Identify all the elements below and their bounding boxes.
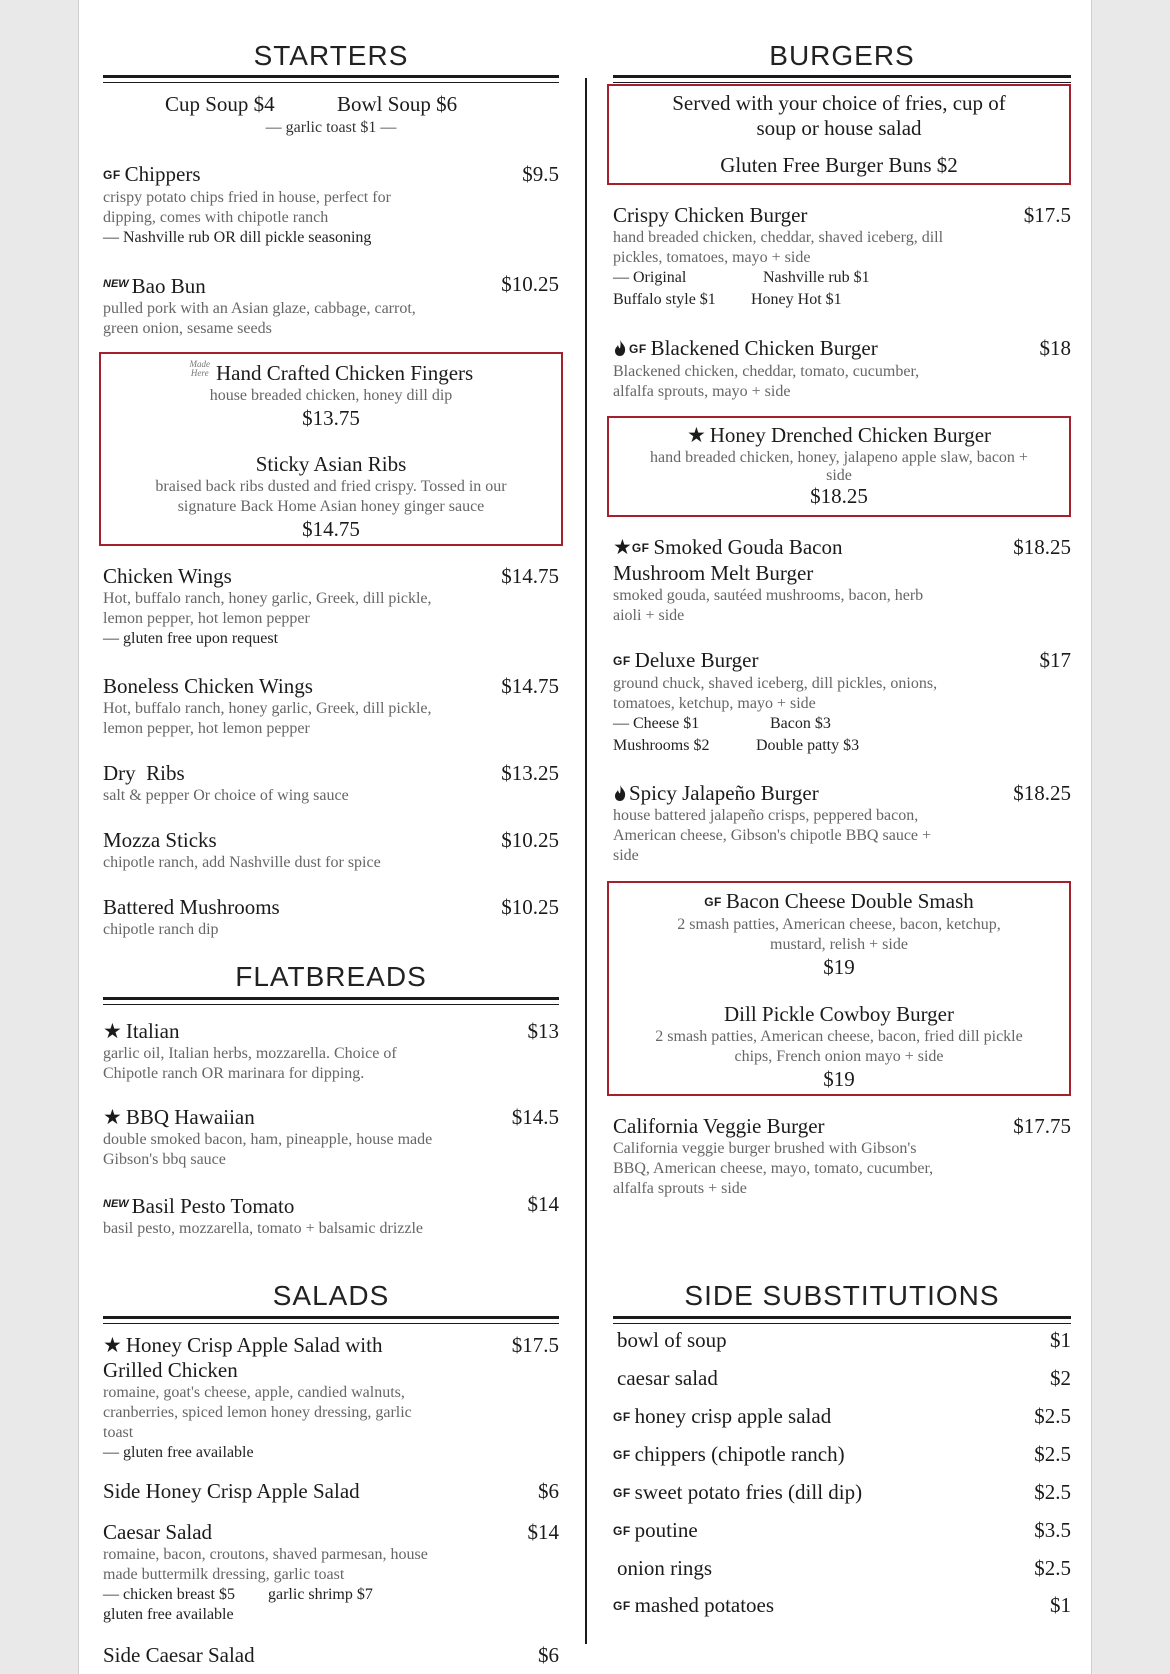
column-divider — [585, 78, 587, 1644]
burger-info-box — [607, 84, 1071, 185]
item-desc: Hot, buffalo ranch, honey garlic, Greek, dill pickle, — [103, 590, 432, 607]
item-name: Hand Crafted Chicken Fingers — [216, 361, 474, 385]
item-name: Deluxe Burger — [634, 648, 759, 672]
menu-item-bao-bun — [103, 272, 559, 339]
gf-icon: GF — [613, 1410, 631, 1424]
burgers-title: BURGERS — [769, 40, 915, 71]
side-price: $1 — [1050, 1593, 1071, 1617]
item-desc: alfalfa sprouts, mayo + side — [613, 383, 791, 400]
item-desc: BBQ, American cheese, mayo, tomato, cucumber, — [613, 1160, 934, 1177]
item-name: Caesar Salad — [103, 1520, 213, 1544]
item-desc: dipping, comes with chipotle ranch — [103, 209, 329, 226]
item-name: Smoked Gouda Bacon — [653, 535, 843, 559]
gf-icon: GF — [103, 168, 121, 182]
gf-icon: GF — [631, 541, 650, 555]
item-name: Italian — [125, 1019, 180, 1043]
menu-item-bbq-hawaiian — [103, 1105, 559, 1170]
option-buffalo: Buffalo style $1 — [613, 291, 716, 308]
option-bacon: Bacon $3 — [770, 715, 831, 732]
side-row — [613, 1442, 1071, 1468]
star-icon: ★ — [103, 1105, 122, 1129]
menu-page — [78, 0, 1092, 1674]
item-name: Dry Ribs — [103, 761, 185, 785]
option-double-patty: Double patty $3 — [756, 737, 860, 754]
item-name: Basil Pesto Tomato — [131, 1194, 295, 1218]
side-row — [613, 1328, 1071, 1354]
menu-item-crispy-chicken-burger — [613, 203, 1071, 312]
item-desc: Blackened chicken, cheddar, tomato, cucumber, — [613, 363, 920, 380]
honey-drenched-box — [607, 416, 1071, 517]
item-name: Chicken Wings — [103, 564, 232, 588]
sides-included-note-2: soup or house salad — [756, 116, 922, 140]
menu-item-smoked-gouda-burger — [613, 535, 1071, 626]
gf-icon: GF — [613, 654, 631, 668]
star-icon: ★ — [103, 1019, 122, 1043]
gf-icon: GF — [613, 1486, 631, 1500]
salads-title: SALADS — [272, 1280, 390, 1311]
flatbreads-rule — [103, 997, 559, 1005]
item-desc: garlic oil, Italian herbs, mozzarella. Choice of — [103, 1045, 397, 1062]
menu-item-bacon-cheese-smash — [609, 889, 1069, 980]
chicken-breast-option: — chicken breast $5 — [103, 1586, 235, 1603]
item-name: Spicy Jalapeño Burger — [629, 781, 819, 805]
menu-item-deluxe-burger — [613, 648, 1071, 758]
item-desc: braised back ribs dusted and fried crispy. Tossed in our — [155, 478, 507, 495]
side-row — [613, 1518, 1071, 1544]
sides-included-note: Served with your choice of fries, cup of — [672, 91, 1006, 115]
item-price: $6 — [538, 1643, 559, 1667]
item-name: Honey Drenched Chicken Burger — [709, 423, 992, 447]
item-price: $13.25 — [501, 761, 559, 785]
made-here-badge: Made Here — [189, 359, 211, 378]
new-icon: NEW — [103, 1198, 129, 1210]
garlic-toast-note: — garlic toast $1 — — [265, 119, 397, 136]
star-icon: ★ — [613, 535, 632, 559]
item-note: gluten free available — [103, 1606, 234, 1623]
item-price: $14 — [527, 1192, 559, 1216]
starters-rule — [103, 75, 559, 83]
menu-item-mozza-sticks — [103, 828, 559, 873]
item-note: — Nashville rub OR dill pickle seasoning — [103, 229, 372, 246]
menu-item-boneless-wings — [103, 674, 559, 739]
side-name: honey crisp apple salad — [634, 1404, 832, 1428]
side-row — [613, 1366, 1071, 1392]
option-original: — Original — [613, 269, 687, 286]
menu-item-side-honey-crisp — [103, 1479, 559, 1504]
side-name: chippers (chipotle ranch) — [634, 1442, 845, 1466]
item-desc: crispy potato chips fried in house, perfect for — [103, 189, 391, 206]
item-name: Battered Mushrooms — [103, 895, 280, 919]
item-desc: signature Back Home Asian honey ginger sauce — [177, 498, 485, 515]
menu-item-chicken-fingers — [101, 360, 561, 431]
item-price: $14.75 — [501, 674, 559, 698]
item-price: $18.25 — [810, 484, 868, 508]
item-desc: basil pesto, mozzarella, tomato + balsamic drizzle — [103, 1220, 424, 1237]
option-row — [613, 714, 1071, 736]
item-price: $14.75 — [501, 564, 559, 588]
item-name: Chippers — [124, 162, 201, 186]
item-price: $6 — [538, 1479, 559, 1503]
side-price: $2.5 — [1034, 1442, 1071, 1466]
side-price: $2.5 — [1034, 1556, 1071, 1580]
menu-item-spicy-jalapeno-burger — [613, 781, 1071, 866]
item-name: Mozza Sticks — [103, 828, 217, 852]
flame-icon — [613, 784, 627, 802]
menu-item-dill-pickle-cowboy — [609, 1002, 1069, 1092]
menu-item-dry-ribs — [103, 761, 559, 806]
item-desc: green onion, sesame seeds — [103, 320, 272, 337]
side-name: bowl of soup — [617, 1328, 727, 1352]
item-desc: made buttermilk dressing, garlic toast — [103, 1566, 345, 1583]
item-price: $17 — [1039, 648, 1071, 672]
option-mushrooms: Mushrooms $2 — [613, 737, 710, 754]
bowl-soup: Bowl Soup $6 — [337, 92, 458, 116]
salads-rule — [103, 1316, 559, 1324]
menu-item-side-caesar — [103, 1643, 559, 1668]
item-desc: hand breaded chicken, honey, jalapeno apple slaw, bacon + — [650, 449, 1028, 466]
item-price: $17.5 — [1023, 203, 1071, 227]
new-icon: NEW — [103, 278, 129, 290]
flame-icon — [613, 339, 627, 357]
side-row — [613, 1480, 1071, 1506]
item-desc: alfalfa sprouts + side — [613, 1180, 747, 1197]
item-desc: lemon pepper, hot lemon pepper — [103, 720, 310, 737]
side-row — [613, 1593, 1071, 1619]
burgers-rule — [613, 75, 1071, 83]
item-desc: salt & pepper Or choice of wing sauce — [103, 787, 349, 804]
side-name: mashed potatoes — [634, 1593, 775, 1617]
item-note-row — [103, 1585, 559, 1605]
item-desc: Gibson's bbq sauce — [103, 1151, 226, 1168]
side-price: $1 — [1050, 1328, 1071, 1352]
sides-rule — [613, 1316, 1071, 1324]
item-desc: Hot, buffalo ranch, honey garlic, Greek, dill pickle, — [103, 700, 432, 717]
option-row — [613, 736, 1071, 758]
item-desc: aioli + side — [613, 607, 685, 624]
item-price: $18.25 — [1013, 781, 1071, 805]
item-desc: side — [613, 847, 639, 864]
menu-item-basil-pesto — [103, 1192, 559, 1239]
item-name-line2: Grilled Chicken — [103, 1358, 238, 1382]
item-desc: lemon pepper, hot lemon pepper — [103, 610, 310, 627]
item-desc: pickles, tomatoes, mayo + side — [613, 249, 811, 266]
item-name: Side Honey Crisp Apple Salad — [103, 1479, 360, 1503]
option-cheese: — Cheese $1 — [613, 715, 700, 732]
item-desc: toast — [103, 1424, 134, 1441]
menu-item-sticky-ribs — [101, 452, 561, 542]
item-desc: romaine, bacon, croutons, shaved parmesan, house — [103, 1546, 428, 1563]
item-name: Crispy Chicken Burger — [613, 203, 808, 227]
side-price: $2.5 — [1034, 1480, 1071, 1504]
item-price: $13 — [527, 1019, 559, 1043]
item-price: $10.25 — [501, 828, 559, 852]
item-name-line2: Mushroom Melt Burger — [613, 561, 814, 585]
star-icon: ★ — [103, 1333, 122, 1357]
item-price: $10.25 — [501, 895, 559, 919]
item-desc: chips, French onion mayo + side — [734, 1048, 944, 1065]
option-row — [613, 268, 1071, 290]
item-name: Sticky Asian Ribs — [255, 452, 407, 476]
item-desc: mustard, relish + side — [770, 936, 908, 953]
menu-item-caesar-salad — [103, 1520, 559, 1625]
item-desc: tomatoes, ketchup, mayo + side — [613, 695, 816, 712]
item-desc: chipotle ranch dip — [103, 921, 219, 938]
item-desc: ground chuck, shaved iceberg, dill pickles, onions, — [613, 675, 938, 692]
side-price: $3.5 — [1034, 1518, 1071, 1542]
gf-icon: GF — [613, 1599, 631, 1613]
item-note: — gluten free available — [103, 1444, 254, 1461]
star-icon: ★ — [686, 423, 706, 447]
item-price: $13.75 — [302, 406, 360, 430]
item-price: $14.5 — [511, 1105, 559, 1129]
side-row — [613, 1556, 1071, 1582]
item-name: Dill Pickle Cowboy Burger — [723, 1002, 954, 1026]
menu-item-chicken-wings — [103, 564, 559, 649]
menu-item-honey-crisp-salad — [103, 1333, 559, 1463]
menu-item-chippers — [103, 162, 559, 248]
item-note: — gluten free upon request — [103, 630, 279, 647]
menu-item-california-veggie-burger — [613, 1114, 1071, 1199]
item-price: $14 — [527, 1520, 559, 1544]
menu-item-battered-mushrooms — [103, 895, 559, 940]
item-desc: house breaded chicken, honey dill dip — [209, 387, 453, 404]
sides-title: SIDE SUBSTITUTIONS — [684, 1280, 1000, 1311]
starters-title: STARTERS — [253, 40, 409, 71]
item-price: $18 — [1039, 336, 1071, 360]
side-price: $2 — [1050, 1366, 1071, 1390]
side-row — [613, 1404, 1071, 1430]
option-honey-hot: Honey Hot $1 — [751, 291, 842, 308]
item-desc: house battered jalapeño crisps, peppered bacon, — [613, 807, 919, 824]
option-nashville: Nashville rub $1 — [763, 269, 870, 286]
item-price: $14.75 — [302, 517, 360, 541]
item-price: $19 — [823, 1067, 855, 1091]
gluten-free-buns-note: Gluten Free Burger Buns $2 — [720, 153, 958, 177]
item-desc: side — [826, 467, 852, 484]
item-name: Bao Bun — [131, 274, 206, 298]
gf-icon: GF — [704, 895, 722, 909]
item-desc: 2 smash patties, American cheese, bacon, ketchup, — [677, 916, 1001, 933]
side-name: caesar salad — [617, 1366, 718, 1390]
item-desc: smoked gouda, sautéed mushrooms, bacon, herb — [613, 587, 924, 604]
flatbreads-title: FLATBREADS — [235, 961, 427, 992]
item-price: $10.25 — [501, 272, 559, 296]
side-name: poutine — [634, 1518, 698, 1542]
item-price: $19 — [823, 955, 855, 979]
side-name: onion rings — [617, 1556, 713, 1580]
item-desc: hand breaded chicken, cheddar, shaved iceberg, dill — [613, 229, 944, 246]
menu-item-italian — [103, 1019, 559, 1084]
cup-soup: Cup Soup $4 — [165, 92, 275, 116]
item-name: Honey Crisp Apple Salad with — [125, 1333, 383, 1357]
item-price: $9.5 — [522, 162, 559, 186]
item-name: Blackened Chicken Burger — [650, 336, 878, 360]
gf-icon: GF — [613, 1524, 631, 1538]
side-name: sweet potato fries (dill dip) — [634, 1480, 863, 1504]
item-desc: cranberries, spiced lemon honey dressing, garlic — [103, 1404, 412, 1421]
item-price: $18.25 — [1013, 535, 1071, 559]
item-desc: pulled pork with an Asian glaze, cabbage, carrot, — [103, 300, 416, 317]
gf-icon: GF — [629, 342, 647, 356]
item-name: BBQ Hawaiian — [125, 1105, 255, 1129]
item-name: Side Caesar Salad — [103, 1643, 255, 1667]
smash-burgers-box — [607, 881, 1071, 1096]
option-row — [613, 290, 1071, 312]
item-desc: California veggie burger brushed with Gibson's — [613, 1140, 917, 1157]
item-name: Bacon Cheese Double Smash — [725, 889, 974, 913]
item-desc: Chipotle ranch OR marinara for dipping. — [103, 1065, 365, 1082]
featured-starters-box — [99, 352, 563, 546]
item-desc: double smoked bacon, ham, pineapple, house made — [103, 1131, 433, 1148]
garlic-shrimp-option: garlic shrimp $7 — [268, 1586, 373, 1603]
item-name: California Veggie Burger — [613, 1114, 825, 1138]
item-desc: American cheese, Gibson's chipotle BBQ sauce + — [613, 827, 932, 844]
item-desc: 2 smash patties, American cheese, bacon, fried dill pickle — [655, 1028, 1023, 1045]
side-price: $2.5 — [1034, 1404, 1071, 1428]
item-desc: romaine, goat's cheese, apple, candied walnuts, — [103, 1384, 405, 1401]
item-name: Boneless Chicken Wings — [103, 674, 313, 698]
item-desc: chipotle ranch, add Nashville dust for spice — [103, 854, 381, 871]
item-price: $17.75 — [1013, 1114, 1071, 1138]
gf-icon: GF — [613, 1448, 631, 1462]
item-price: $17.5 — [511, 1333, 559, 1357]
menu-item-blackened-chicken-burger — [613, 336, 1071, 402]
